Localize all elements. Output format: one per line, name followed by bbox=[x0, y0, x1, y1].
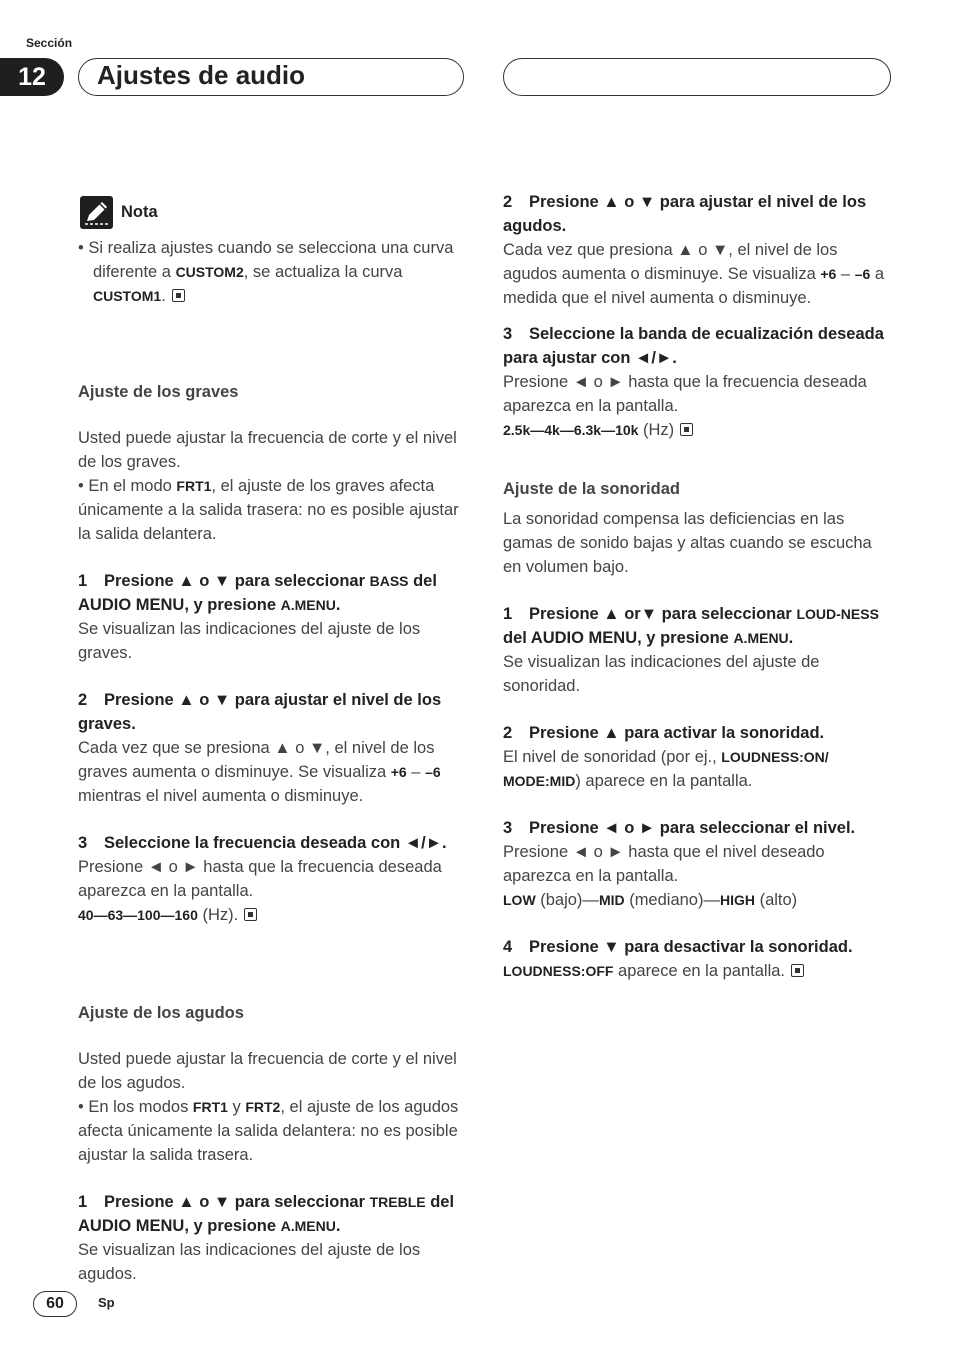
treble-continued bbox=[503, 190, 888, 442]
loudness-step-4-body: LOUDNESS:OFF aparece en la pantalla. bbox=[503, 959, 888, 983]
treble-step-3-body: Presione ◄ o ► hasta que la frecuencia deseada aparezca en la pantalla. bbox=[503, 373, 867, 415]
bass-step-3: 3 Seleccione la frecuencia deseada con ◄/►. bbox=[78, 834, 447, 852]
treble-step-2-body: Cada vez que presiona ▲ o ▼, el nivel de los agudos aumenta o disminuye. Se visualiza +6 – –6 a medida que el nivel aumenta o disminuye. bbox=[503, 241, 885, 307]
bass-title: Ajuste de los graves bbox=[78, 383, 239, 401]
treble-bullet: • En los modos FRT1 y FRT2, el ajuste de los agudos afecta únicamente la salida delantera: no es posible ajustar la salida trasera. bbox=[78, 1098, 459, 1164]
section-label: Sección bbox=[26, 36, 73, 50]
bass-section bbox=[78, 380, 468, 927]
treble-step-2: 2 Presione ▲ o ▼ para ajustar el nivel de los agudos. bbox=[503, 193, 867, 235]
loudness-intro: La sonoridad compensa las deficiencias en las gamas de sonido bajas y altas cuando se escucha en volumen bajo. bbox=[503, 510, 872, 576]
end-mark-icon bbox=[680, 423, 693, 436]
bass-step-2-body: Cada vez que se presiona ▲ o ▼, el nivel de los graves aumenta o disminuye. Se visualiza +6 – –6 mientras el nivel aumenta o disminuye. bbox=[78, 739, 441, 805]
loudness-step-3: 3 Presione ◄ o ► para seleccionar el nivel. bbox=[503, 819, 856, 837]
loudness-step-2: 2 Presione ▲ para activar la sonoridad. bbox=[503, 724, 825, 742]
bass-bullet: • En el modo FRT1, el ajuste de los graves afecta únicamente a la salida trasera: no es posible ajustar la salida delantera. bbox=[78, 477, 459, 543]
end-mark-icon bbox=[244, 908, 257, 921]
bass-step-1: 1 Presione ▲ o ▼ para seleccionar BASS del AUDIO MENU, y presione A.MENU. bbox=[78, 572, 437, 614]
treble-title: Ajuste de los agudos bbox=[78, 1004, 244, 1022]
bass-step-2: 2 Presione ▲ o ▼ para ajustar el nivel de los graves. bbox=[78, 691, 442, 733]
loudness-section bbox=[503, 477, 888, 983]
page-number: 60 bbox=[33, 1291, 77, 1317]
treble-section bbox=[78, 1001, 468, 1286]
section-number-badge: 12 bbox=[0, 58, 64, 96]
bass-intro: Usted puede ajustar la frecuencia de corte y el nivel de los graves. bbox=[78, 429, 457, 471]
end-mark-icon bbox=[172, 289, 185, 302]
loudness-step-1-body: Se visualizan las indicaciones del ajuste de sonoridad. bbox=[503, 653, 820, 695]
bass-step-3-body: Presione ◄ o ► hasta que la frecuencia deseada aparezca en la pantalla. bbox=[78, 858, 442, 900]
loudness-step-3-body: Presione ◄ o ► hasta que el nivel deseado aparezca en la pantalla. bbox=[503, 843, 825, 885]
treble-step-1-body: Se visualizan las indicaciones del ajuste de los agudos. bbox=[78, 1241, 421, 1283]
treble-step-3: 3 Seleccione la banda de ecualización deseada para ajustar con ◄/►. bbox=[503, 325, 884, 367]
end-mark-icon bbox=[791, 964, 804, 977]
bass-frequencies: 40—63—100—160 (Hz). bbox=[78, 903, 468, 927]
treble-step-1: 1 Presione ▲ o ▼ para seleccionar TREBLE del AUDIO MENU, y presione A.MENU. bbox=[78, 1193, 455, 1235]
loudness-step-2-body: El nivel de sonoridad (por ej., LOUDNESS:ON/ MODE:MID) aparece en la pantalla. bbox=[503, 748, 829, 790]
pencil-note-icon bbox=[80, 196, 113, 229]
language-code: Sp bbox=[98, 1295, 115, 1310]
loudness-levels: LOW (bajo)—MID (mediano)—HIGH (alto) bbox=[503, 891, 798, 909]
loudness-step-4: 4 Presione ▼ para desactivar la sonoridad. bbox=[503, 938, 853, 956]
note-body: • Si realiza ajustes cuando se selecciona una curva diferente a CUSTOM2, se actualiza la curva CUSTOM1. bbox=[78, 239, 454, 305]
empty-header-frame bbox=[503, 58, 891, 96]
bass-step-1-body: Se visualizan las indicaciones del ajuste de los graves. bbox=[78, 620, 421, 662]
treble-frequencies: 2.5k—4k—6.3k—10k (Hz) bbox=[503, 418, 888, 442]
note-label: Nota bbox=[121, 203, 158, 221]
chapter-title: Ajustes de audio bbox=[97, 60, 306, 90]
loudness-title: Ajuste de la sonoridad bbox=[503, 480, 680, 498]
treble-intro: Usted puede ajustar la frecuencia de corte y el nivel de los agudos. bbox=[78, 1050, 457, 1092]
loudness-step-1: 1 Presione ▲ or▼ para seleccionar LOUD-NESS del AUDIO MENU, y presione A.MENU. bbox=[503, 605, 879, 647]
